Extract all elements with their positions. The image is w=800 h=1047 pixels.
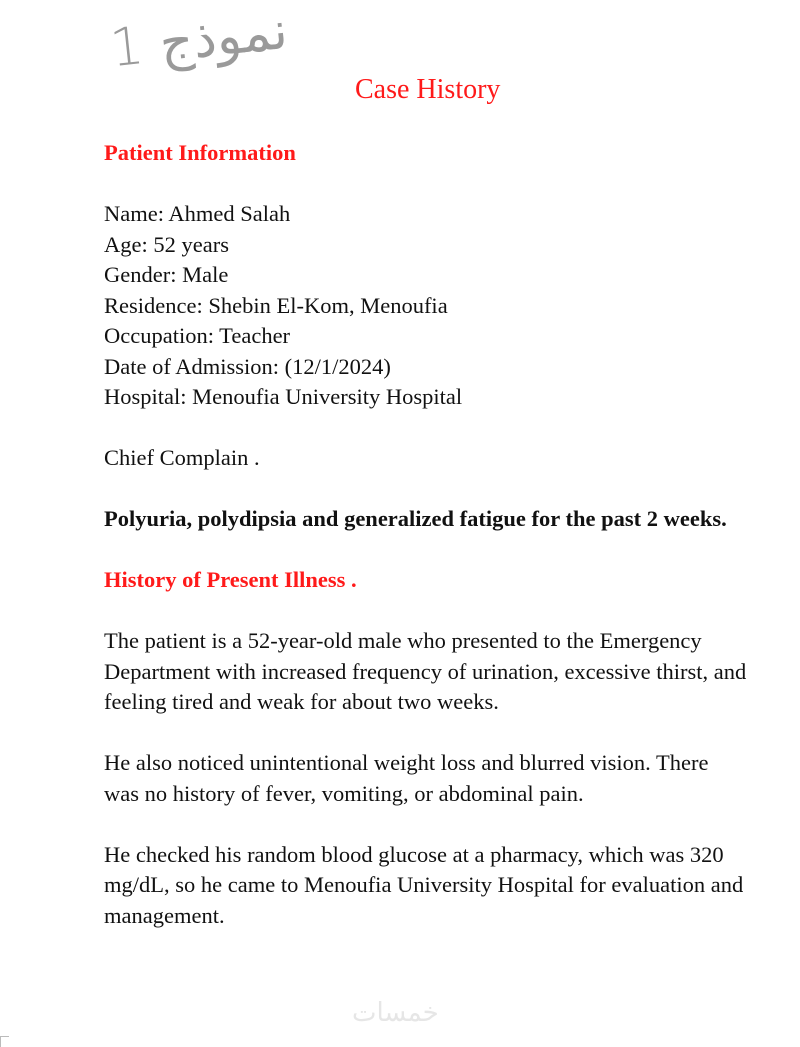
hospital: Hospital: Menoufia University Hospital [104, 384, 463, 409]
hpi-paragraph: The patient is a 52-year-old male who presented to the Emergency Department with increased frequency of urination, excessive thirst, and feeling tired and weak for about two weeks. [104, 628, 747, 714]
page-corner-mark [0, 1036, 9, 1047]
patient-gender: Gender: Male [104, 262, 229, 287]
admission-date: Date of Admission: (12/1/2024) [104, 353, 391, 379]
handwritten-note: نموذج 1 [107, 0, 291, 80]
hpi-paragraph: He checked his random blood glucose at a pharmacy, which was 320 mg/dL, so he came to Menoufia University Hospital for evaluation and management. [104, 841, 744, 928]
patient-residence: Residence: Shebin El-Kom, Menoufia [104, 292, 448, 318]
hpi-heading: History of Present Illness . [104, 567, 357, 592]
chief-complaint-text: Polyuria, polydipsia and generalized fatigue for the past 2 weeks. [104, 506, 727, 531]
patient-info-heading: Patient Information [104, 140, 296, 165]
patient-age: Age: 52 years [104, 231, 229, 257]
document-body [104, 138, 784, 931]
watermark: خمسات [352, 998, 439, 1028]
patient-occupation: Occupation: Teacher [104, 323, 291, 348]
hpi-paragraph: He also noticed unintentional weight loss and blurred vision. There was no history of fever, vomiting, or abdominal pain. [104, 750, 709, 806]
chief-complaint-heading: Chief Complain . [104, 445, 260, 470]
patient-name: Name: Ahmed Salah [104, 201, 291, 226]
document-title: Case History [355, 74, 501, 105]
